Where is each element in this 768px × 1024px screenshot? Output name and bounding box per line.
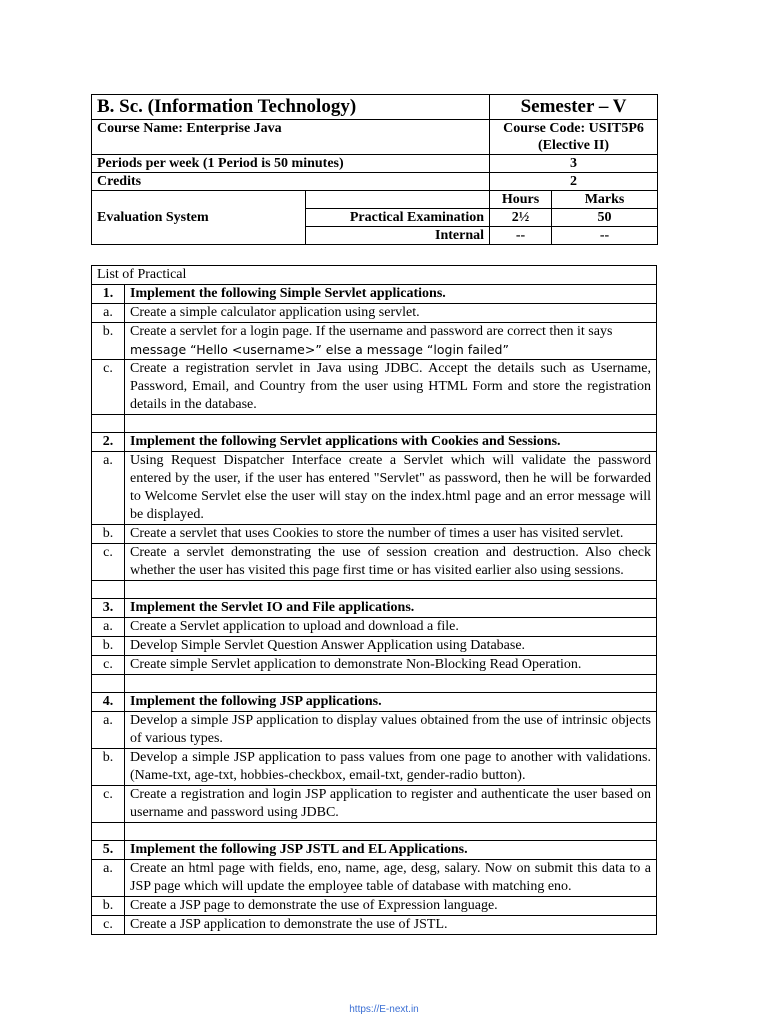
practical-item-row [92, 525, 657, 544]
spacer-row [92, 415, 657, 433]
spacer-cell [125, 581, 657, 599]
item-description-cell [125, 452, 657, 525]
item-letter: b. [92, 525, 125, 544]
periods-label: Periods per week (1 Period is 50 minutes) [92, 155, 490, 173]
program-title: B. Sc. (Information Technology) [92, 95, 490, 120]
internal-label: Internal [306, 227, 490, 245]
spacer-row [92, 823, 657, 841]
item-description-cell [125, 618, 657, 637]
practical-item-row [92, 637, 657, 656]
item-description: Create a JSP application to demonstrate the use of JSTL. [130, 917, 448, 932]
practical-hours: 2½ [490, 209, 552, 227]
practical-item-row [92, 860, 657, 897]
course-code-cell [490, 120, 658, 155]
spacer-cell [125, 415, 657, 433]
item-letter: c. [92, 786, 125, 823]
item-letter: c. [92, 656, 125, 675]
periods-value: 3 [490, 155, 658, 173]
course-header-table [91, 94, 658, 245]
practical-list-table [91, 265, 657, 935]
spacer-cell [92, 415, 125, 433]
practical-item-row [92, 323, 657, 360]
spacer-cell [92, 581, 125, 599]
practical-item-row [92, 897, 657, 916]
practical-item-row [92, 786, 657, 823]
item-description: Create an html page with fields, eno, name, age, desg, salary. Now on submit this data to a JSP page which will update the employee table of database with matching eno. [130, 861, 651, 894]
item-letter: b. [92, 637, 125, 656]
marks-header: Marks [552, 191, 658, 209]
item-description: Create a servlet demonstrating the use of session creation and destruction. Also check whether the user has visited this page first time or has visited earlier also using sessions. [130, 545, 651, 578]
item-description-cell [125, 897, 657, 916]
empty-cell [306, 191, 490, 209]
item-description-cell [125, 544, 657, 581]
item-description: Develop a simple JSP application to display values obtained from the use of intrinsic objects of various types. [130, 713, 651, 746]
practical-item-row [92, 712, 657, 749]
item-description: Using Request Dispatcher Interface create a Servlet which will validate the password entered by the user, if the user has entered "Servlet" as password, then he will be forwarded to Welcome Servlet else the user will stay on the index.html page and an error message will be displayed. [130, 453, 651, 522]
credits-label: Credits [92, 173, 490, 191]
item-description: Create a Servlet application to upload and download a file. [130, 619, 459, 634]
section-number: 3. [92, 599, 125, 618]
item-description-cell [125, 786, 657, 823]
course-name: Course Name: Enterprise Java [92, 120, 490, 155]
section-row [92, 285, 657, 304]
item-letter: c. [92, 544, 125, 581]
section-row [92, 599, 657, 618]
spacer-cell [125, 823, 657, 841]
item-description-cell [125, 749, 657, 786]
item-letter: b. [92, 749, 125, 786]
item-description-cell [125, 360, 657, 415]
spacer-cell [92, 675, 125, 693]
item-letter: b. [92, 897, 125, 916]
section-title: Implement the Servlet IO and File applications. [125, 599, 657, 618]
item-description: Develop Simple Servlet Question Answer Application using Database. [130, 638, 526, 653]
item-letter: a. [92, 452, 125, 525]
evaluation-label: Evaluation System [92, 191, 306, 245]
section-row [92, 433, 657, 452]
spacer-cell [125, 675, 657, 693]
item-description: Create a servlet that uses Cookies to store the number of times a user has visited servlet. [130, 526, 624, 541]
section-title: Implement the following JSP JSTL and EL Applications. [125, 841, 657, 860]
practical-item-row [92, 452, 657, 525]
item-description-cell [125, 916, 657, 935]
section-row [92, 693, 657, 712]
section-number: 5. [92, 841, 125, 860]
item-letter: c. [92, 916, 125, 935]
item-letter: a. [92, 860, 125, 897]
internal-hours: -- [490, 227, 552, 245]
practical-exam-label: Practical Examination [306, 209, 490, 227]
item-description: Create a simple calculator application using servlet. [130, 305, 420, 320]
section-number: 4. [92, 693, 125, 712]
item-description-cell [125, 860, 657, 897]
item-letter: c. [92, 360, 125, 415]
section-title: Implement the following Simple Servlet applications. [125, 285, 657, 304]
practical-item-row [92, 656, 657, 675]
practical-item-row [92, 749, 657, 786]
item-description-continued: message “Hello <username>” else a message “login failed” [130, 342, 509, 357]
semester-title: Semester – V [490, 95, 658, 120]
practical-item-row [92, 916, 657, 935]
item-letter: a. [92, 618, 125, 637]
section-title: Implement the following JSP applications. [125, 693, 657, 712]
spacer-row [92, 581, 657, 599]
hours-header: Hours [490, 191, 552, 209]
item-description: Create a JSP page to demonstrate the use of Expression language. [130, 898, 498, 913]
section-number: 2. [92, 433, 125, 452]
item-description-cell [125, 304, 657, 323]
section-row [92, 841, 657, 860]
section-number: 1. [92, 285, 125, 304]
item-description: Create a registration servlet in Java using JDBC. Accept the details such as Username, Password, Email, and Country from the user using HTML Form and store the registration details in the database. [130, 361, 651, 412]
section-title: Implement the following Servlet applications with Cookies and Sessions. [125, 433, 657, 452]
item-description: Create simple Servlet application to demonstrate Non-Blocking Read Operation. [130, 657, 582, 672]
course-code: Course Code: USIT5P6 [503, 121, 644, 136]
item-description: Create a servlet for a login page. If the username and password are correct then it says [130, 324, 613, 339]
item-description-cell [125, 712, 657, 749]
item-letter: a. [92, 712, 125, 749]
item-description-cell [125, 323, 657, 360]
spacer-row [92, 675, 657, 693]
practical-marks: 50 [552, 209, 658, 227]
item-letter: a. [92, 304, 125, 323]
item-description: Create a registration and login JSP application to register and authenticate the user based on username and password using JDBC. [130, 787, 651, 820]
item-description: Develop a simple JSP application to pass values from one page to another with validations. (Name-txt, age-txt, hobbies-checkbox, email-txt, gender-radio button). [130, 750, 651, 783]
item-description-cell [125, 637, 657, 656]
elective-label: (Elective II) [537, 138, 610, 153]
practical-list-title: List of Practical [92, 266, 657, 285]
item-letter: b. [92, 323, 125, 360]
item-description-cell [125, 525, 657, 544]
item-description-cell [125, 656, 657, 675]
internal-marks: -- [552, 227, 658, 245]
practical-item-row [92, 360, 657, 415]
footer-link[interactable]: https://E-next.in [349, 1004, 419, 1015]
practical-item-row [92, 304, 657, 323]
practical-item-row [92, 544, 657, 581]
credits-value: 2 [490, 173, 658, 191]
practical-item-row [92, 618, 657, 637]
spacer-cell [92, 823, 125, 841]
